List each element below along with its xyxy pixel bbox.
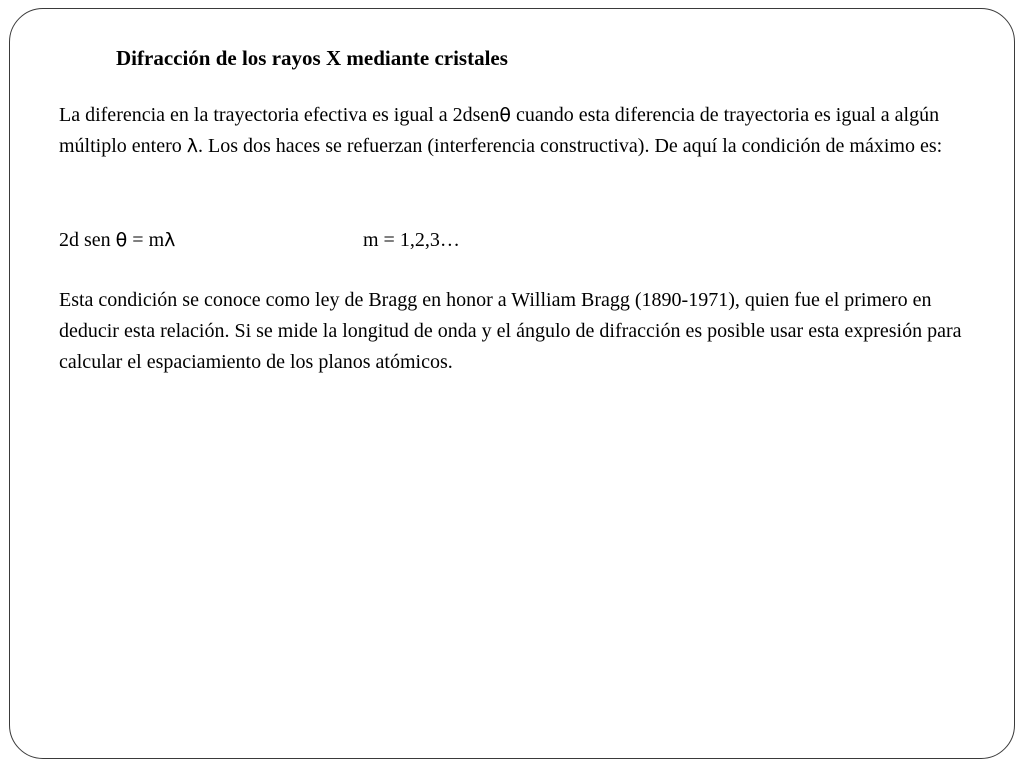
theta-symbol: θ [499, 104, 511, 126]
equation-equals: = m [127, 229, 165, 251]
equation-condition: m = 1,2,3… [363, 229, 460, 251]
paragraph-text: . Los dos haces se refuerzan (interferencia constructiva). De aquí la condición de máximo es: [198, 135, 943, 157]
lambda-symbol: λ [164, 229, 176, 251]
paragraph-path-difference [59, 100, 989, 162]
theta-symbol: θ [115, 229, 128, 251]
equation-lhs: 2d sen [59, 229, 116, 251]
slide-title: Difracción de los rayos X mediante cristales [116, 46, 508, 70]
bragg-equation [59, 225, 659, 256]
paragraph-text: cuando esta diferencia de trayectoria es igual a algún múltiplo entero [59, 104, 940, 157]
paragraph-bragg-law: Esta condición se conoce como ley de Bragg en honor a William Bragg (1890-1971), quien fue el primero en deducir esta relación. Si se mide la longitud de onda y el ángulo de difracción es posible usar esta expresión para calcular el espaciamiento de los planos atómicos. [59, 289, 962, 373]
lambda-symbol: λ [186, 135, 199, 157]
paragraph-text: La diferencia en la trayectoria efectiva es igual a 2dsen [59, 104, 500, 126]
